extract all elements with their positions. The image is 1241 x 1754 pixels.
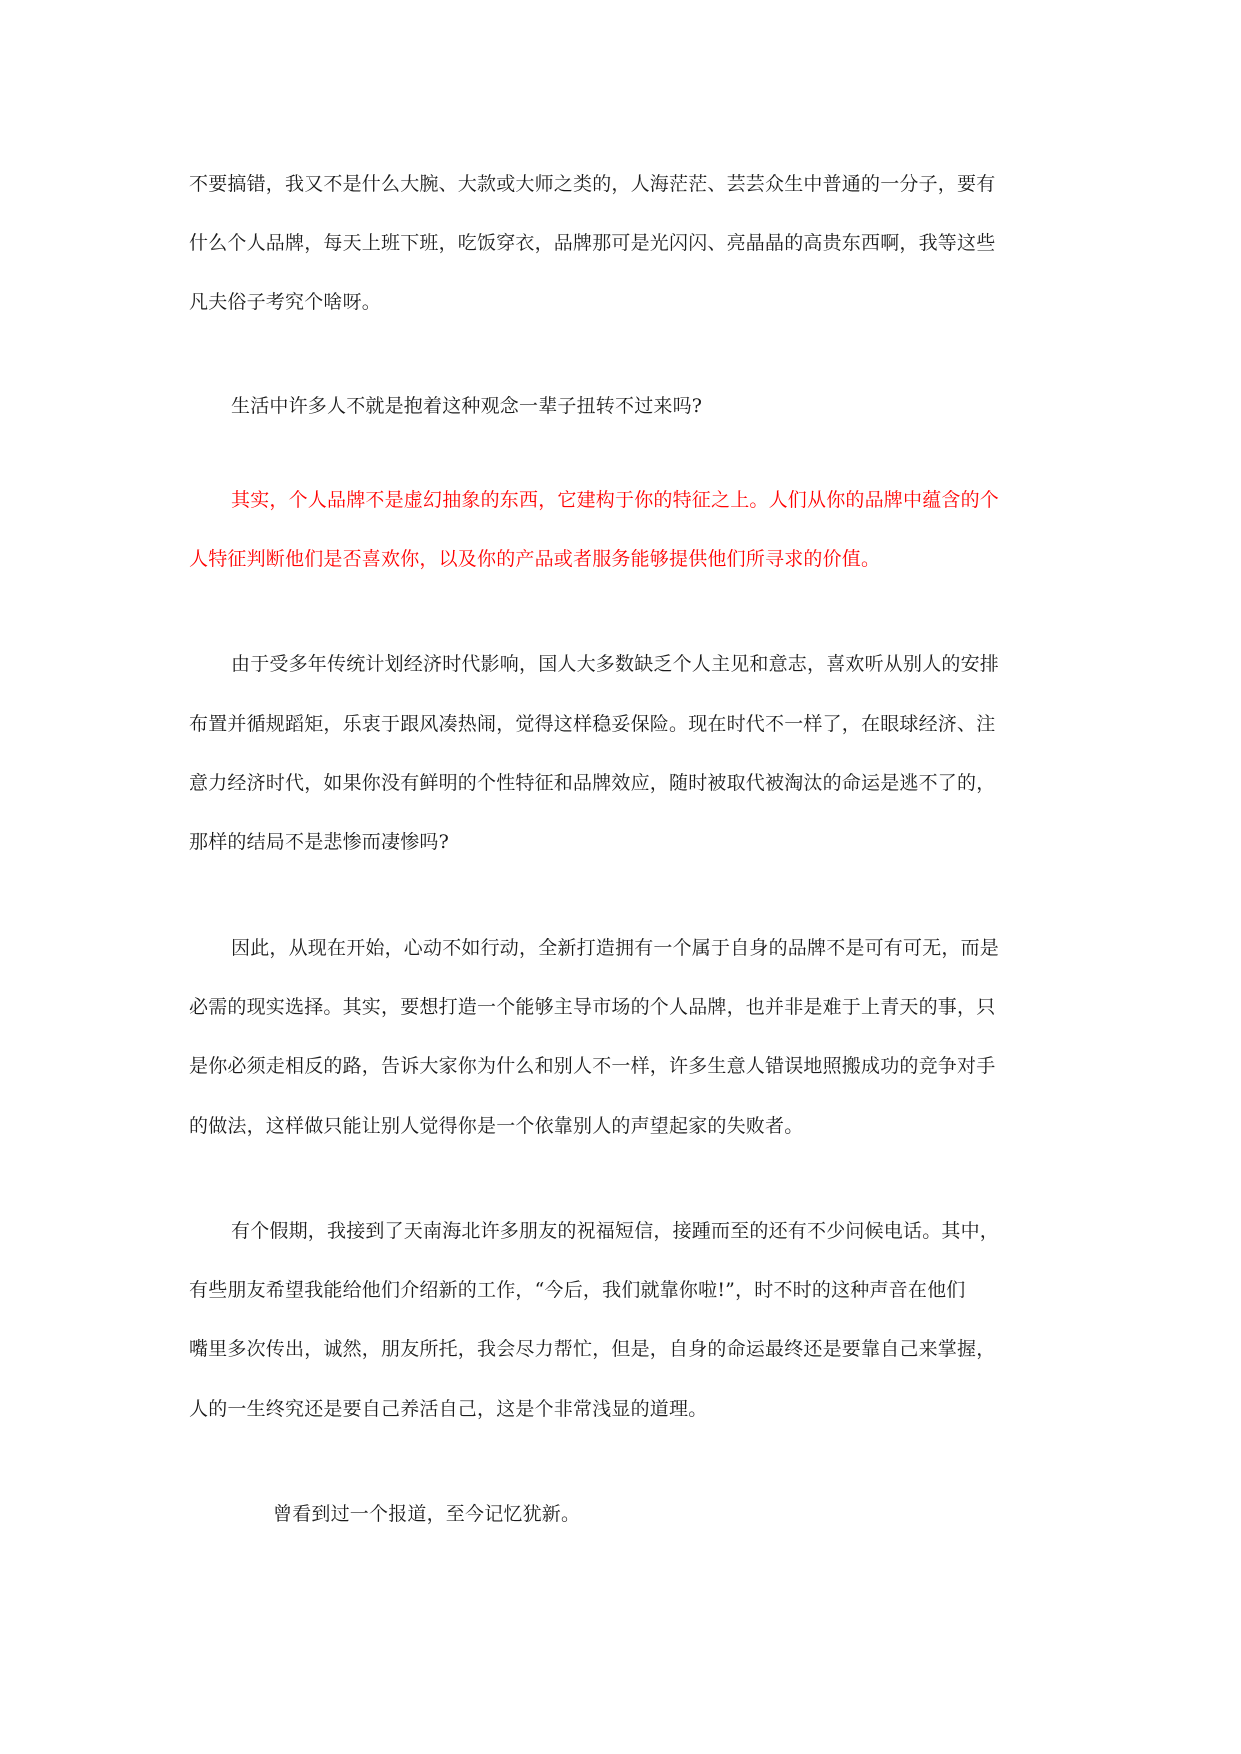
paragraph-5-line-2: 必需的现实选择。其实，要想打造一个能够主导市场的个人品牌，也并非是难于上青天的事，只 [189,996,996,1018]
paragraph-4-line-1: 由于受多年传统计划经济时代影响，国人大多数缺乏个人主见和意志，喜欢听从别人的安排 [231,653,1000,675]
paragraph-5-line-4: 的做法，这样做只能让别人觉得你是一个依靠别人的声望起家的失败者。 [189,1115,804,1137]
paragraph-7-line-1: 曾看到过一个报道，至今记忆犹新。 [273,1503,581,1525]
paragraph-3-line-2: 人特征判断他们是否喜欢你，以及你的产品或者服务能够提供他们所寻求的价值。 [189,548,881,570]
paragraph-1-line-3: 凡夫俗子考究个啥呀。 [189,291,382,313]
paragraph-1-line-1: 不要搞错，我又不是什么大腕、大款或大师之类的，人海茫茫、芸芸众生中普通的一分子，要有 [189,173,996,195]
paragraph-4-line-4: 那样的结局不是悲惨而凄惨吗? [189,831,449,853]
paragraph-6-line-1: 有个假期，我接到了天南海北许多朋友的祝福短信，接踵而至的还有不少问候电话。其中， [231,1220,1000,1242]
paragraph-4-line-3: 意力经济时代，如果你没有鲜明的个性特征和品牌效应，随时被取代被淘汰的命运是逃不了的， [189,772,996,794]
paragraph-2-line-1: 生活中许多人不就是抱着这种观念一辈子扭转不过来吗? [231,395,703,417]
paragraph-4-line-2: 布置并循规蹈矩，乐衷于跟风凑热闹，觉得这样稳妥保险。现在时代不一样了，在眼球经济、注 [189,713,996,735]
paragraph-5-line-1: 因此，从现在开始，心动不如行动，全新打造拥有一个属于自身的品牌不是可有可无，而是 [231,937,1000,959]
paragraph-6-line-4: 人的一生终究还是要自己养活自己，这是个非常浅显的道理。 [189,1398,708,1420]
paragraph-3-line-1: 其实，个人品牌不是虚幻抽象的东西，它建构于你的特征之上。人们从你的品牌中蕴含的个 [231,489,1000,511]
paragraph-6-line-2: 有些朋友希望我能给他们介绍新的工作，“今后，我们就靠你啦!”，时不时的这种声音在他们 [189,1279,966,1301]
paragraph-6-line-3: 嘴里多次传出，诚然，朋友所托，我会尽力帮忙，但是，自身的命运最终还是要靠自己来掌握， [189,1338,996,1360]
paragraph-1-line-2: 什么个人品牌，每天上班下班，吃饭穿衣，品牌那可是光闪闪、亮晶晶的高贵东西啊，我等这些 [189,232,996,254]
paragraph-5-line-3: 是你必须走相反的路，告诉大家你为什么和别人不一样，许多生意人错误地照搬成功的竞争对手 [189,1055,996,1077]
